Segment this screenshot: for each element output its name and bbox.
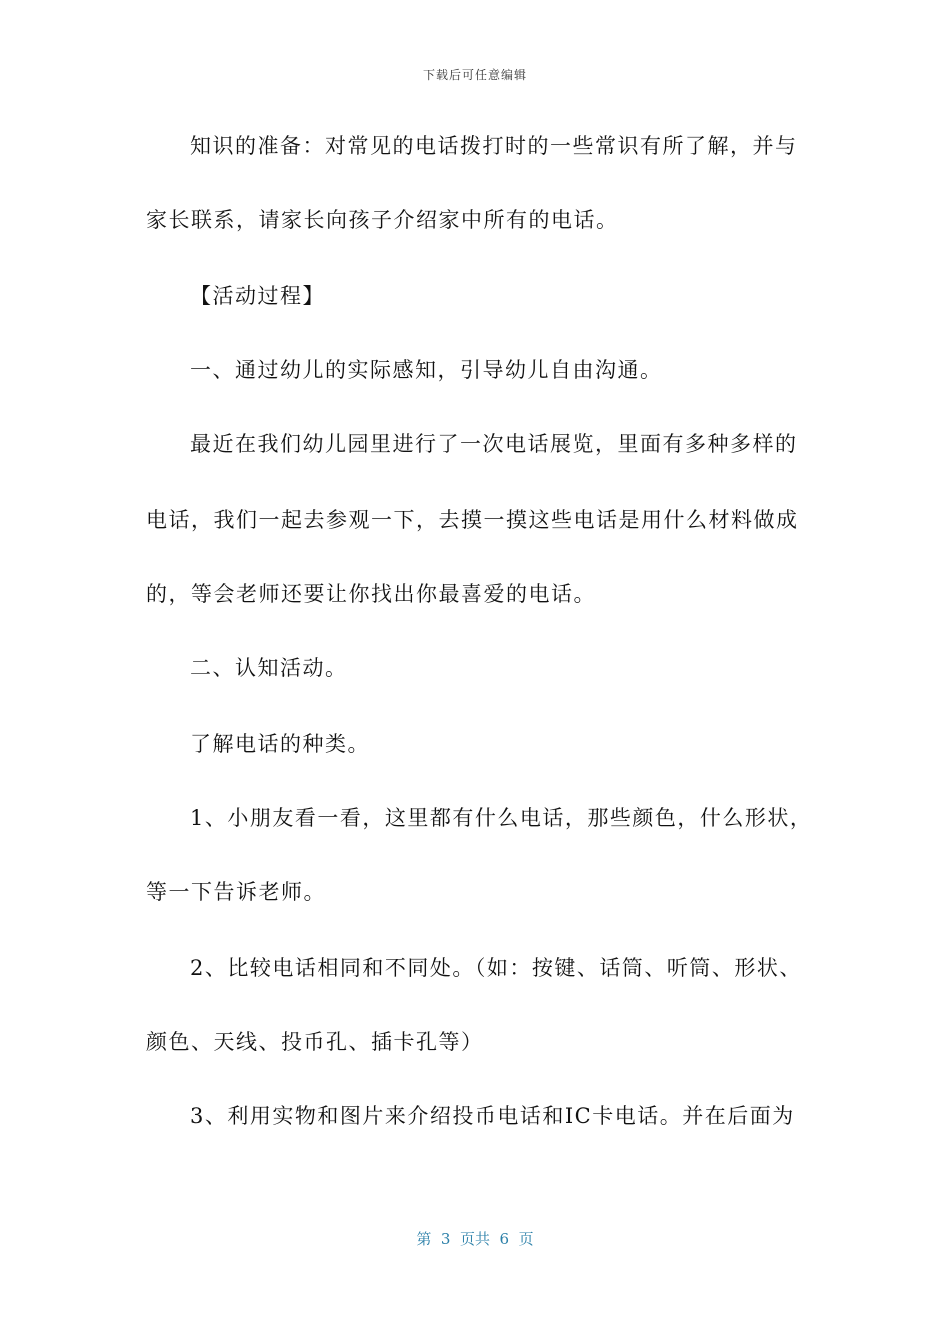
paragraph-line: 的，等会老师还要让你找出你最喜爱的电话。	[146, 582, 596, 606]
paragraph-line: 家长联系，请家长向孩子介绍家中所有的电话。	[146, 208, 619, 232]
list-item: 3、利用实物和图片来介绍投币电话和IC卡电话。并在后面为	[190, 1104, 795, 1128]
section-heading: 【活动过程】	[190, 284, 325, 308]
paragraph-line: 颜色、天线、投币孔、插卡孔等）	[146, 1030, 484, 1054]
list-item: 1、小朋友看一看，这里都有什么电话，那些颜色，什么形状，	[190, 806, 813, 830]
list-item: 2、比较电话相同和不同处。（如：按键、话筒、听筒、形状、	[190, 956, 802, 980]
paragraph-line: 知识的准备：对常见的电话拨打时的一些常识有所了解，并与	[190, 134, 798, 158]
section-heading: 二、认知活动。	[190, 656, 348, 680]
paragraph-line: 了解电话的种类。	[190, 732, 370, 756]
section-heading: 一、通过幼儿的实际感知，引导幼儿自由沟通。	[190, 358, 663, 382]
paragraph-line: 等一下告诉老师。	[146, 880, 326, 904]
paragraph-line: 电话，我们一起去参观一下，去摸一摸这些电话是用什么材料做成	[146, 508, 799, 532]
page-header: 下载后可任意编辑	[422, 68, 527, 82]
paragraph-line: 最近在我们幼儿园里进行了一次电话展览，里面有多种多样的	[190, 432, 798, 456]
page-footer: 第 3 页共 6 页	[416, 1230, 534, 1248]
